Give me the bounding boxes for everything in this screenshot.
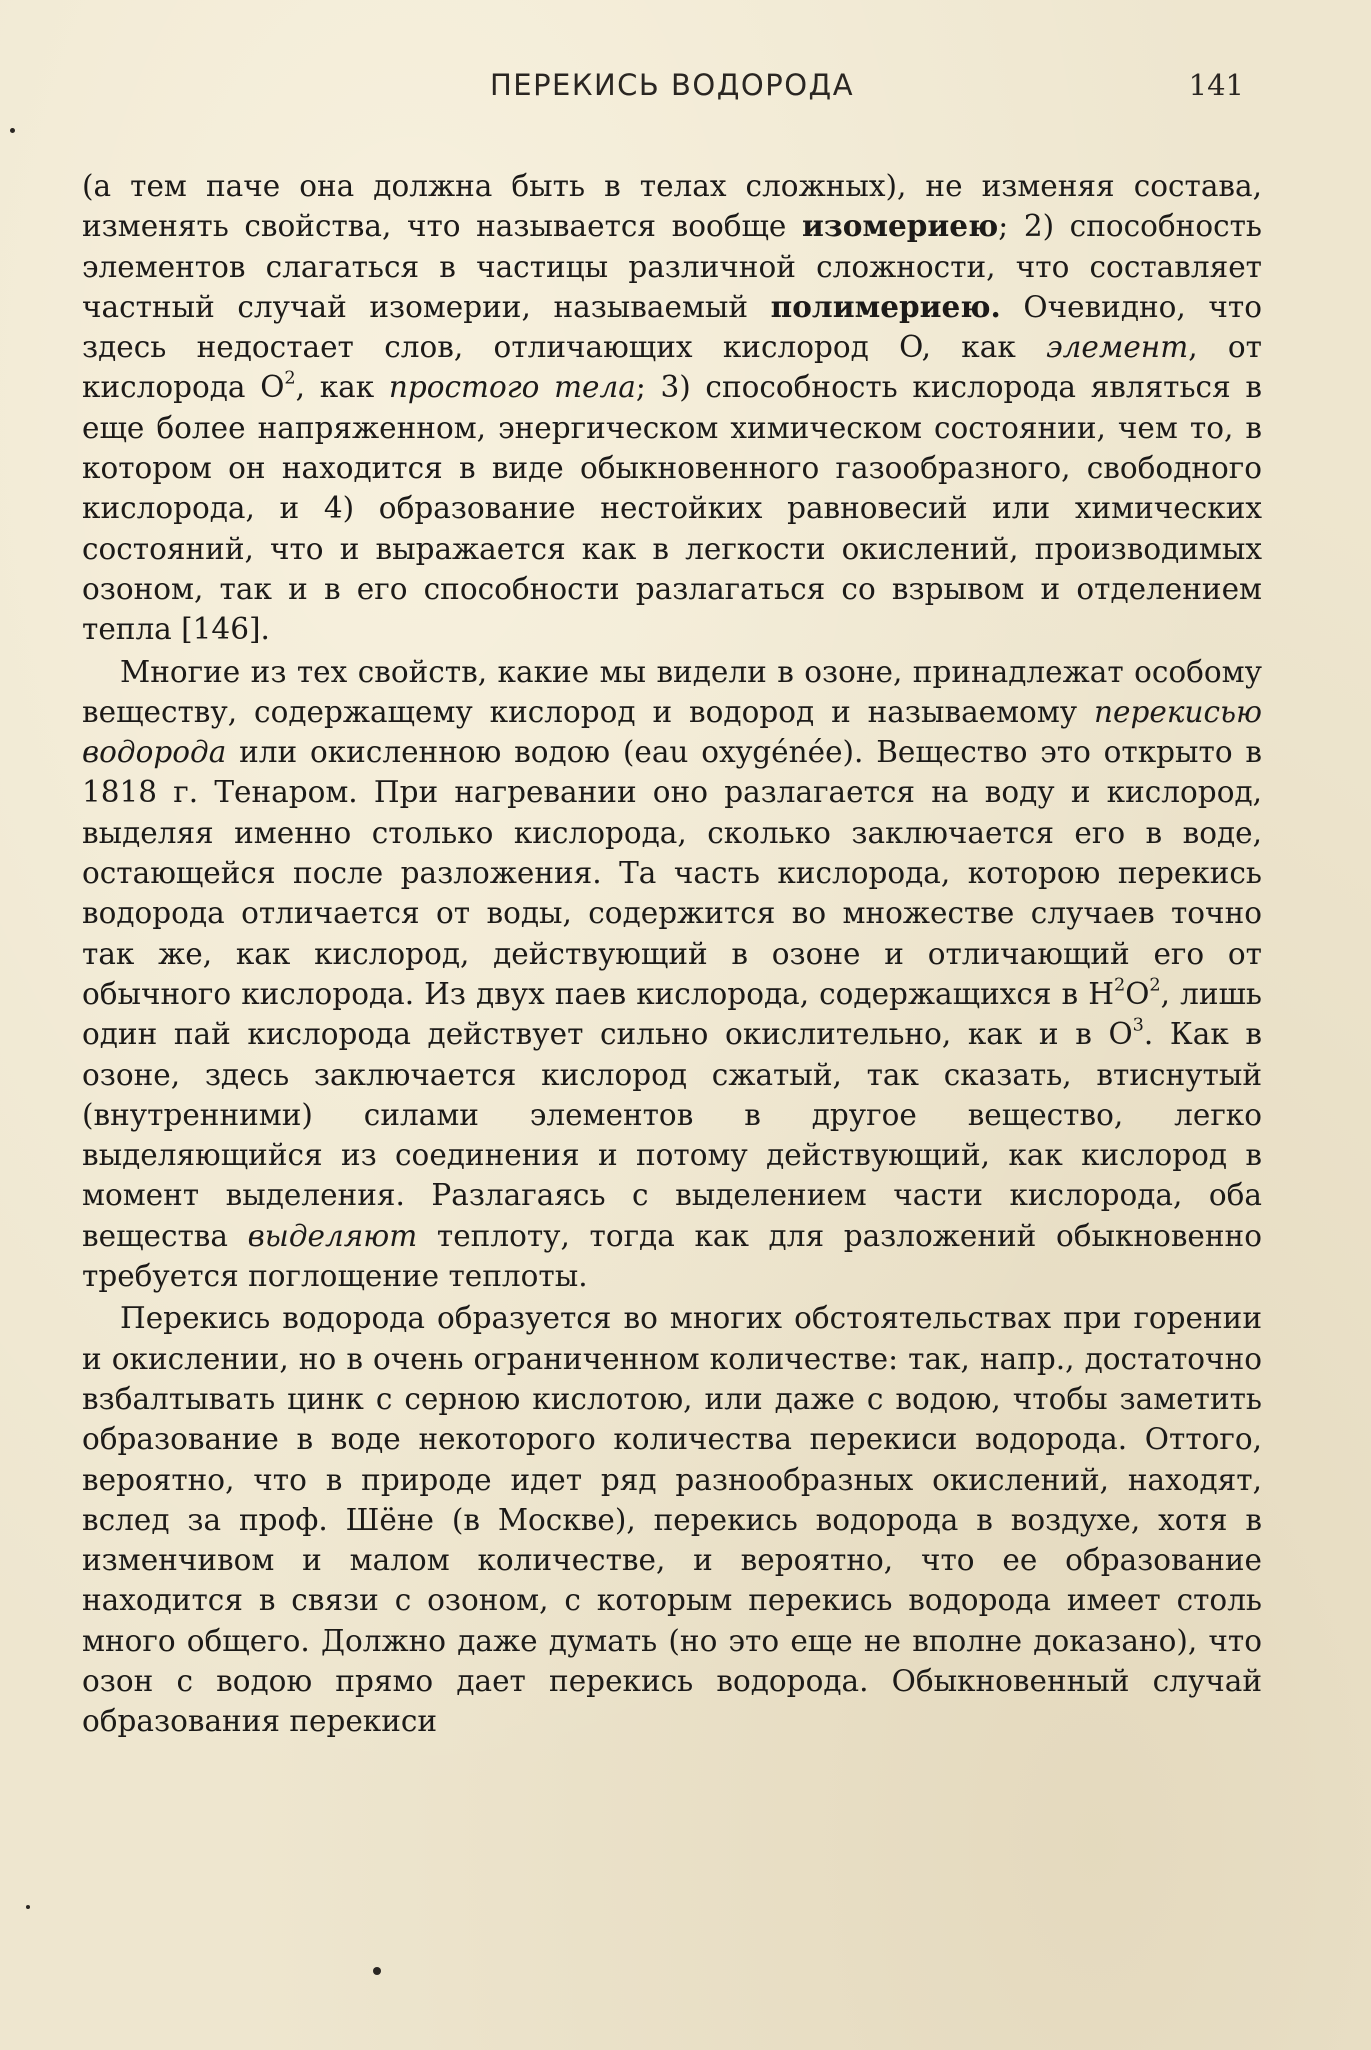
italic-term: выделяют	[247, 1218, 418, 1253]
text-run: ; 2) способность элементов слагаться в частицы различной сложности, что составляет частный случай изомерии, называемый	[82, 209, 1262, 324]
body-text	[82, 166, 1262, 1742]
text-run: ; 3) способность кислорода являться в еще более напряженном, энергическом химическом состоянии, чем то, в котором он находится в виде обыкновенного газообразного, свободного кислорода, и 4) образование нестойких равновесий или химических состояний, что и выражается как в легкости окислений, производимых озоном, так и в его способности разлагаться со взрывом и отделением тепла [146].	[82, 370, 1262, 647]
text-run: (а тем паче она должна быть в телах сложных), не изменяя состава, изменять свойства, что называется вообще	[82, 169, 1262, 244]
text-run: Многие из тех свойств, какие мы видели в озоне, принадлежат особому веществу, содержащему кислород и водород и называемому	[82, 654, 1262, 729]
bold-term: полимериею.	[770, 288, 1001, 324]
running-head	[82, 58, 1262, 118]
book-page	[82, 58, 1262, 2018]
text-run: Очевидно, что здесь недостает слов, отличающих кислород O, как	[82, 289, 1262, 365]
italic-term: простого тела	[388, 370, 636, 405]
superscript: 3	[1132, 1015, 1144, 1036]
superscript: 2	[1149, 975, 1161, 996]
paragraph	[82, 1298, 1262, 1741]
superscript: 2	[1113, 975, 1126, 996]
print-speck	[373, 1967, 381, 1975]
paragraph	[82, 652, 1262, 1297]
bold-term: изомериею	[801, 208, 999, 244]
print-speck	[26, 1905, 30, 1909]
italic-term: перекисью водорода	[82, 694, 1262, 770]
text-run: . Как в озоне, здесь заключается кислород сжатый, так сказать, втиснутый (внутренними) силами элементов в другое вещество, легко выделяющийся из соединения и потому действующий, как кислород в момент выделения. Разлагаясь с выделением части кислорода, оба вещества	[82, 1017, 1262, 1253]
running-title: ПЕРЕКИСЬ ВОДОРОДА	[489, 68, 855, 102]
text-run: , как	[295, 370, 389, 405]
page-number: 141	[1188, 68, 1244, 102]
italic-term: элемент	[1046, 330, 1189, 365]
superscript: 2	[284, 369, 296, 390]
paragraph	[82, 166, 1262, 650]
text-run: O	[1125, 976, 1150, 1011]
text-run: Перекись водорода образуется во многих обстоятельствах при горении и окислении, но в очень ограниченном количестве: так, напр., достаточно взбалтывать цинк с серною кислотою, или даже с водою, чтобы заметить образование в воде некоторого количества перекиси водорода. Оттого, вероятно, что в природе идет ряд разнообразных окислений, находят, вслед за проф. Шёне (в Москве), перекись водорода в воздухе, хотя в изменчивом и малом количестве, и вероятно, что ее образование находится в связи с озоном, с которым перекись водорода имеет столь много общего. Должно даже думать (но это еще не вполне доказано), что озон с водою прямо дает перекись водорода. Обыкновенный случай образования перекиси	[82, 1301, 1262, 1739]
text-run: или окисленною водою (eau oxygénée). Вещество это открыто в 1818 г. Тенаром. При нагревании оно разлагается на воду и кислород, выделяя именно столько кислорода, сколько заключается его в воде, остающейся после разложения. Та часть кислорода, которою перекись водорода отличается от воды, содержится во множестве случаев точно так же, как кислород, действующий в озоне и отличающий его от обычного кислорода. Из двух паев кислорода, содержащихся в H	[82, 735, 1262, 1011]
text-run: , от кислорода O	[82, 330, 1262, 405]
text-run: , лишь один пай кислорода действует сильно окислительно, как и в O	[82, 976, 1262, 1052]
text-run: теплоту, тогда как для разложений обыкновенно требуется поглощение теплоты.	[82, 1218, 1262, 1294]
print-speck	[10, 128, 15, 133]
